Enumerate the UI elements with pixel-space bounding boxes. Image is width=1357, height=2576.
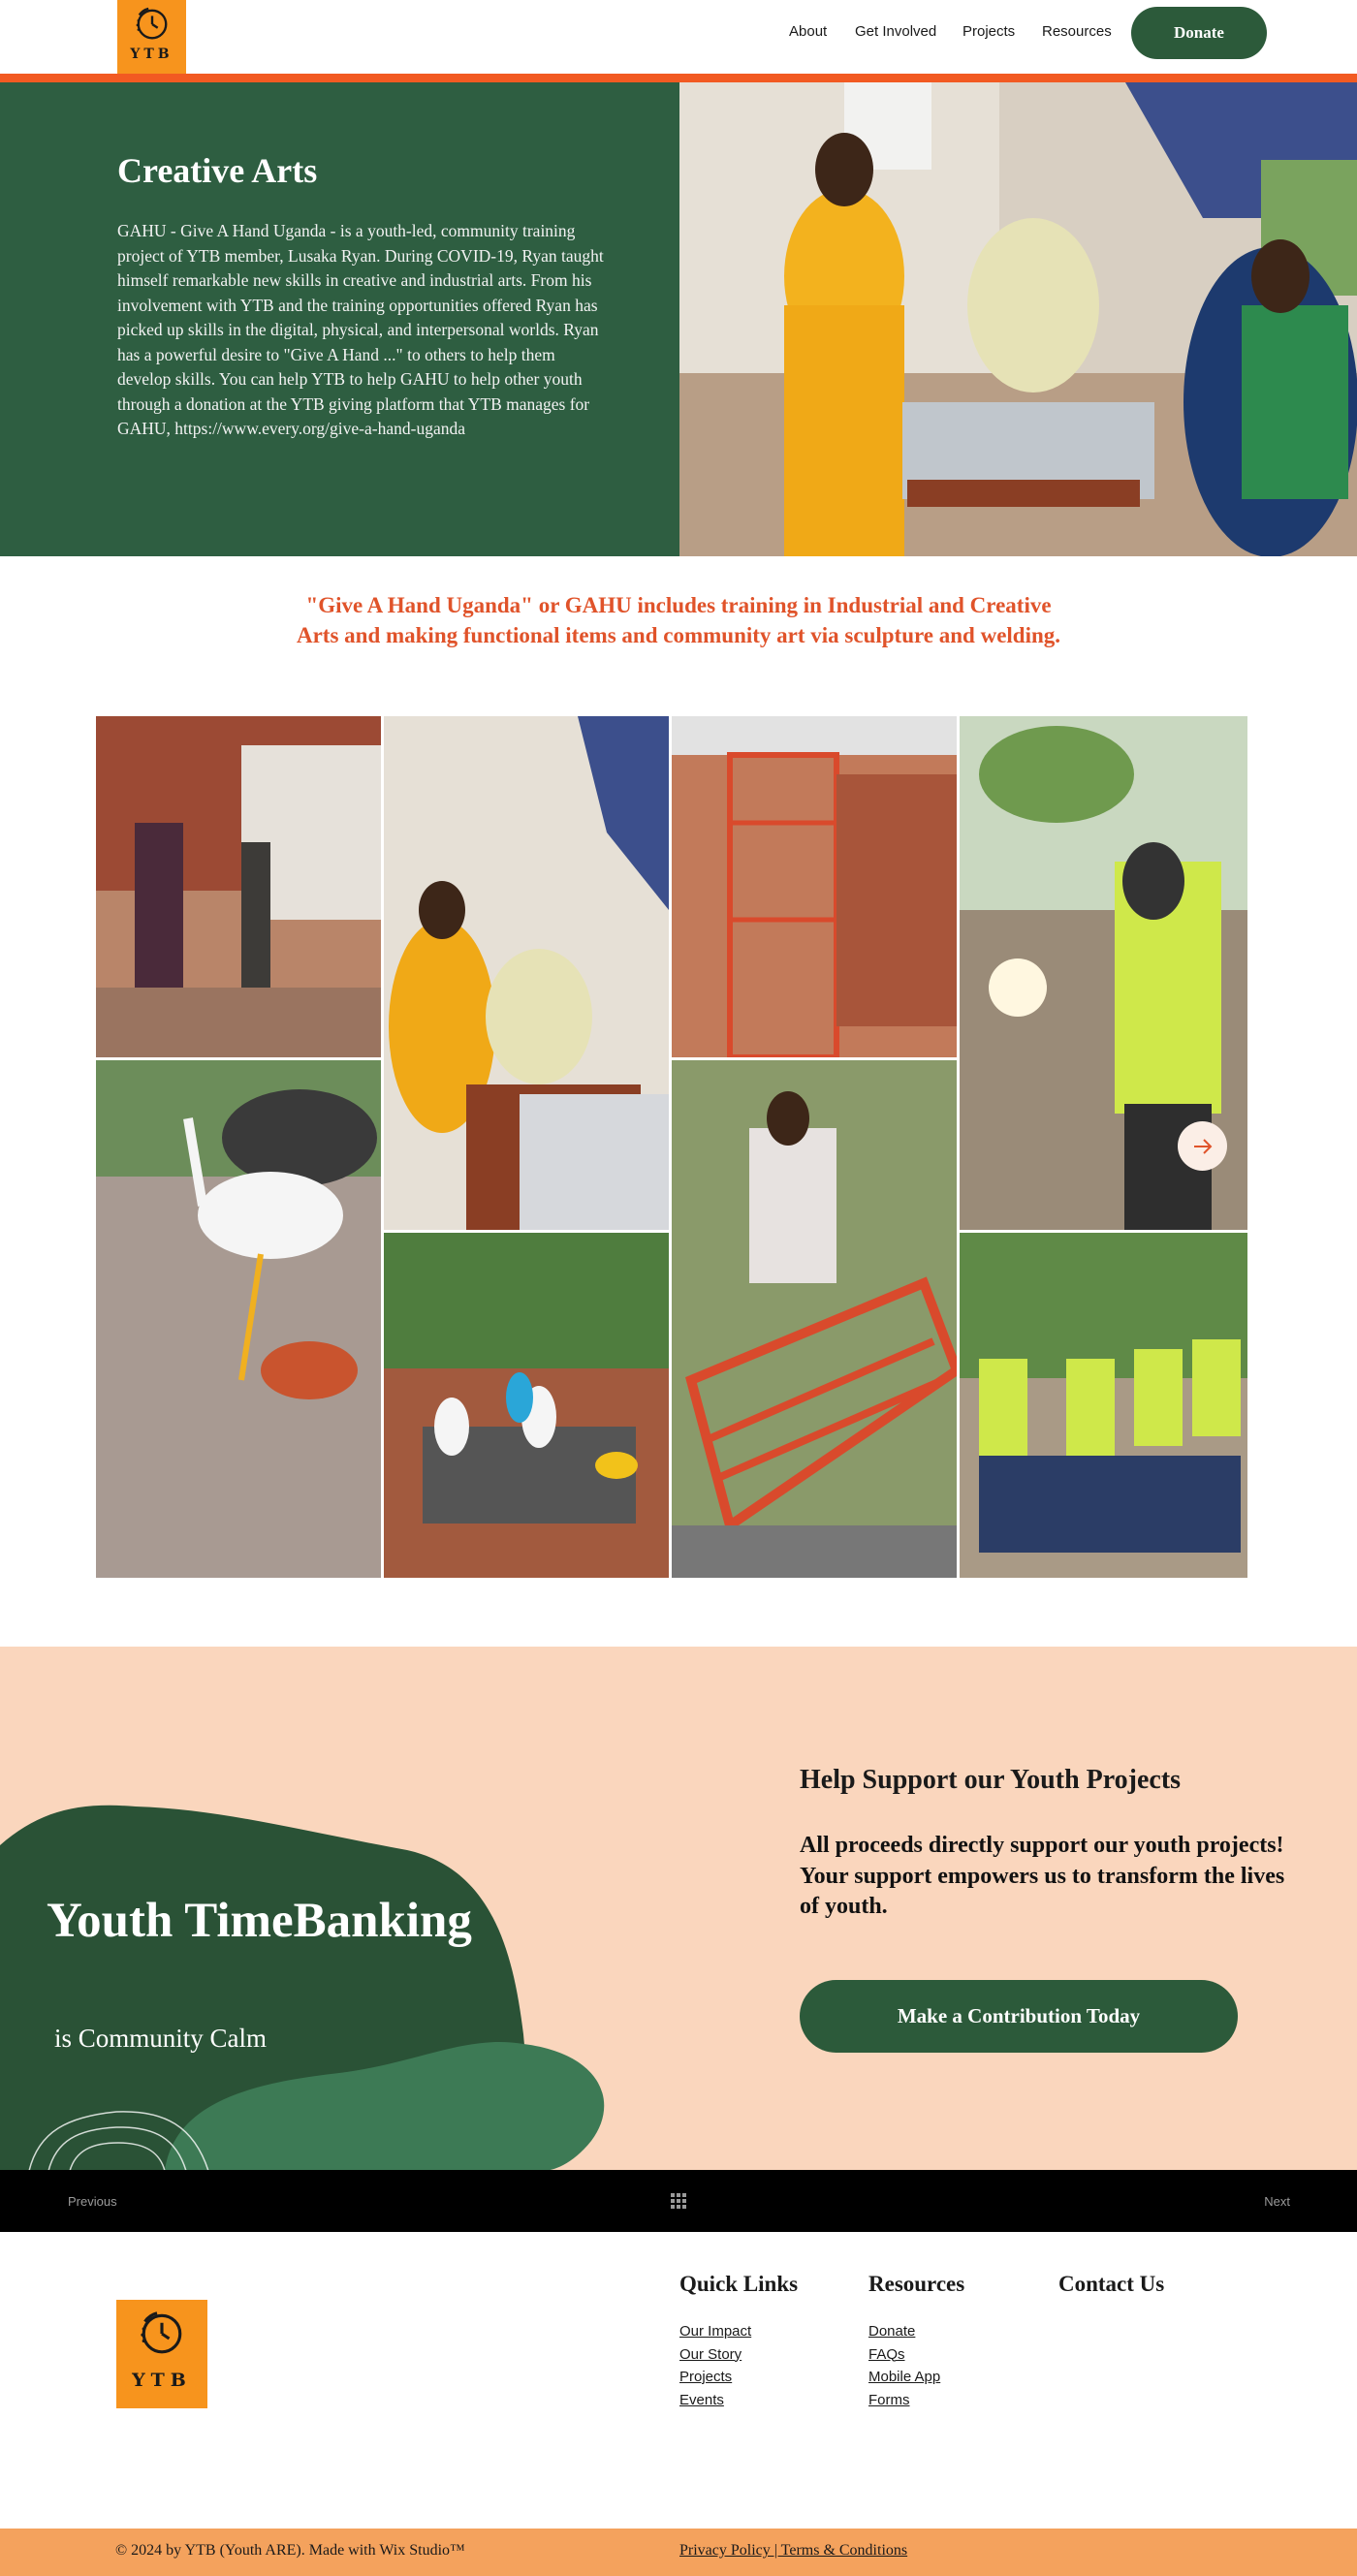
clock-icon: [134, 6, 171, 43]
arrow-right-icon: [1191, 1135, 1215, 1158]
nav-about[interactable]: About: [789, 23, 828, 40]
gallery-photo[interactable]: [672, 1060, 957, 1578]
slider-navigation-bar: [0, 2170, 1357, 2232]
donate-button[interactable]: Donate: [1131, 7, 1267, 59]
previous-link[interactable]: Previous: [68, 2194, 117, 2209]
support-heading: Help Support our Youth Projects: [800, 1765, 1182, 1795]
footer-link-our-story[interactable]: Our Story: [679, 2345, 742, 2363]
site-header: [0, 0, 1357, 76]
gallery-photo[interactable]: [96, 1060, 381, 1578]
nav-get-involved[interactable]: Get Involved: [855, 23, 937, 40]
photo-gallery: [96, 716, 1247, 1578]
hero-description: GAHU - Give A Hand Uganda - is a youth-led, community training project of YTB member, Lusaka Ryan. During COVID-19, Ryan taught himself remarkable new skills in creative and industrial arts. From his involvement with YTB and the training opportunities offered Ryan has picked up skills in the digital, physical, and interpersonal worlds. Ryan has a powerful desire to "Give A Hand ..." to others to help them develop skills. You can help YTB to help GAHU to help other youth through a donation at the YTB giving platform that YTB manages for GAHU, https://www.every.org/give-a-hand-uganda: [117, 221, 604, 438]
logo-text: YTB: [130, 47, 174, 62]
nav-projects[interactable]: Projects: [963, 23, 1016, 40]
legal-links[interactable]: Privacy Policy | Terms & Conditions: [679, 2542, 908, 2559]
footer-link-our-impact[interactable]: Our Impact: [679, 2323, 752, 2340]
gallery-photo[interactable]: [384, 1233, 669, 1578]
ytb-logo[interactable]: [117, 0, 186, 74]
quick-links-list: [679, 2320, 751, 2411]
header-divider: [0, 74, 1357, 82]
support-text-line: Your support empowers us to transform the lives of youth.: [800, 1863, 1285, 1919]
contact-heading: Contact Us: [1058, 2272, 1165, 2296]
grid-icon[interactable]: [670, 2192, 687, 2210]
resources-heading: Resources: [868, 2272, 965, 2296]
gallery-photo[interactable]: [384, 716, 669, 1230]
footer-bottom-bar: [0, 2529, 1357, 2576]
support-text-line: All proceeds directly support our youth projects!: [800, 1833, 1284, 1858]
support-text: [800, 1831, 1304, 1923]
gallery-photo[interactable]: [960, 1233, 1247, 1578]
footer-link-mobile-app[interactable]: Mobile App: [868, 2369, 941, 2385]
project-summary-quote: "Give A Hand Uganda" or GAHU includes training in Industrial and Creative Arts and making functional items and community art via sculpture and welding.: [296, 593, 1061, 647]
footer-link-projects[interactable]: Projects: [679, 2369, 733, 2385]
gallery-photo[interactable]: [96, 716, 381, 1057]
footer-link-forms[interactable]: Forms: [868, 2391, 910, 2408]
gallery-photo[interactable]: [672, 716, 957, 1057]
next-link[interactable]: Next: [1264, 2194, 1290, 2209]
footer-link-faqs[interactable]: FAQs: [868, 2345, 905, 2363]
resources-list: [868, 2320, 940, 2411]
brand-tagline: is Community Calm: [54, 2024, 268, 2053]
contribute-button[interactable]: Make a Contribution Today: [800, 1980, 1238, 2053]
logo-text: YTB: [132, 2370, 192, 2391]
page-title: Creative Arts: [117, 151, 318, 190]
gallery-next-button[interactable]: [1178, 1121, 1227, 1171]
footer-link-events[interactable]: Events: [679, 2391, 724, 2408]
clock-icon: [138, 2309, 186, 2358]
hero-photo: [679, 82, 1357, 556]
quick-links-heading: Quick Links: [679, 2272, 799, 2296]
nav-resources[interactable]: Resources: [1042, 23, 1112, 40]
brand-title: Youth TimeBanking: [47, 1894, 472, 1948]
footer-link-donate[interactable]: Donate: [868, 2323, 916, 2340]
copyright-text: © 2024 by YTB (Youth ARE). Made with Wix Studio™: [115, 2542, 465, 2559]
footer-logo[interactable]: [116, 2300, 207, 2408]
